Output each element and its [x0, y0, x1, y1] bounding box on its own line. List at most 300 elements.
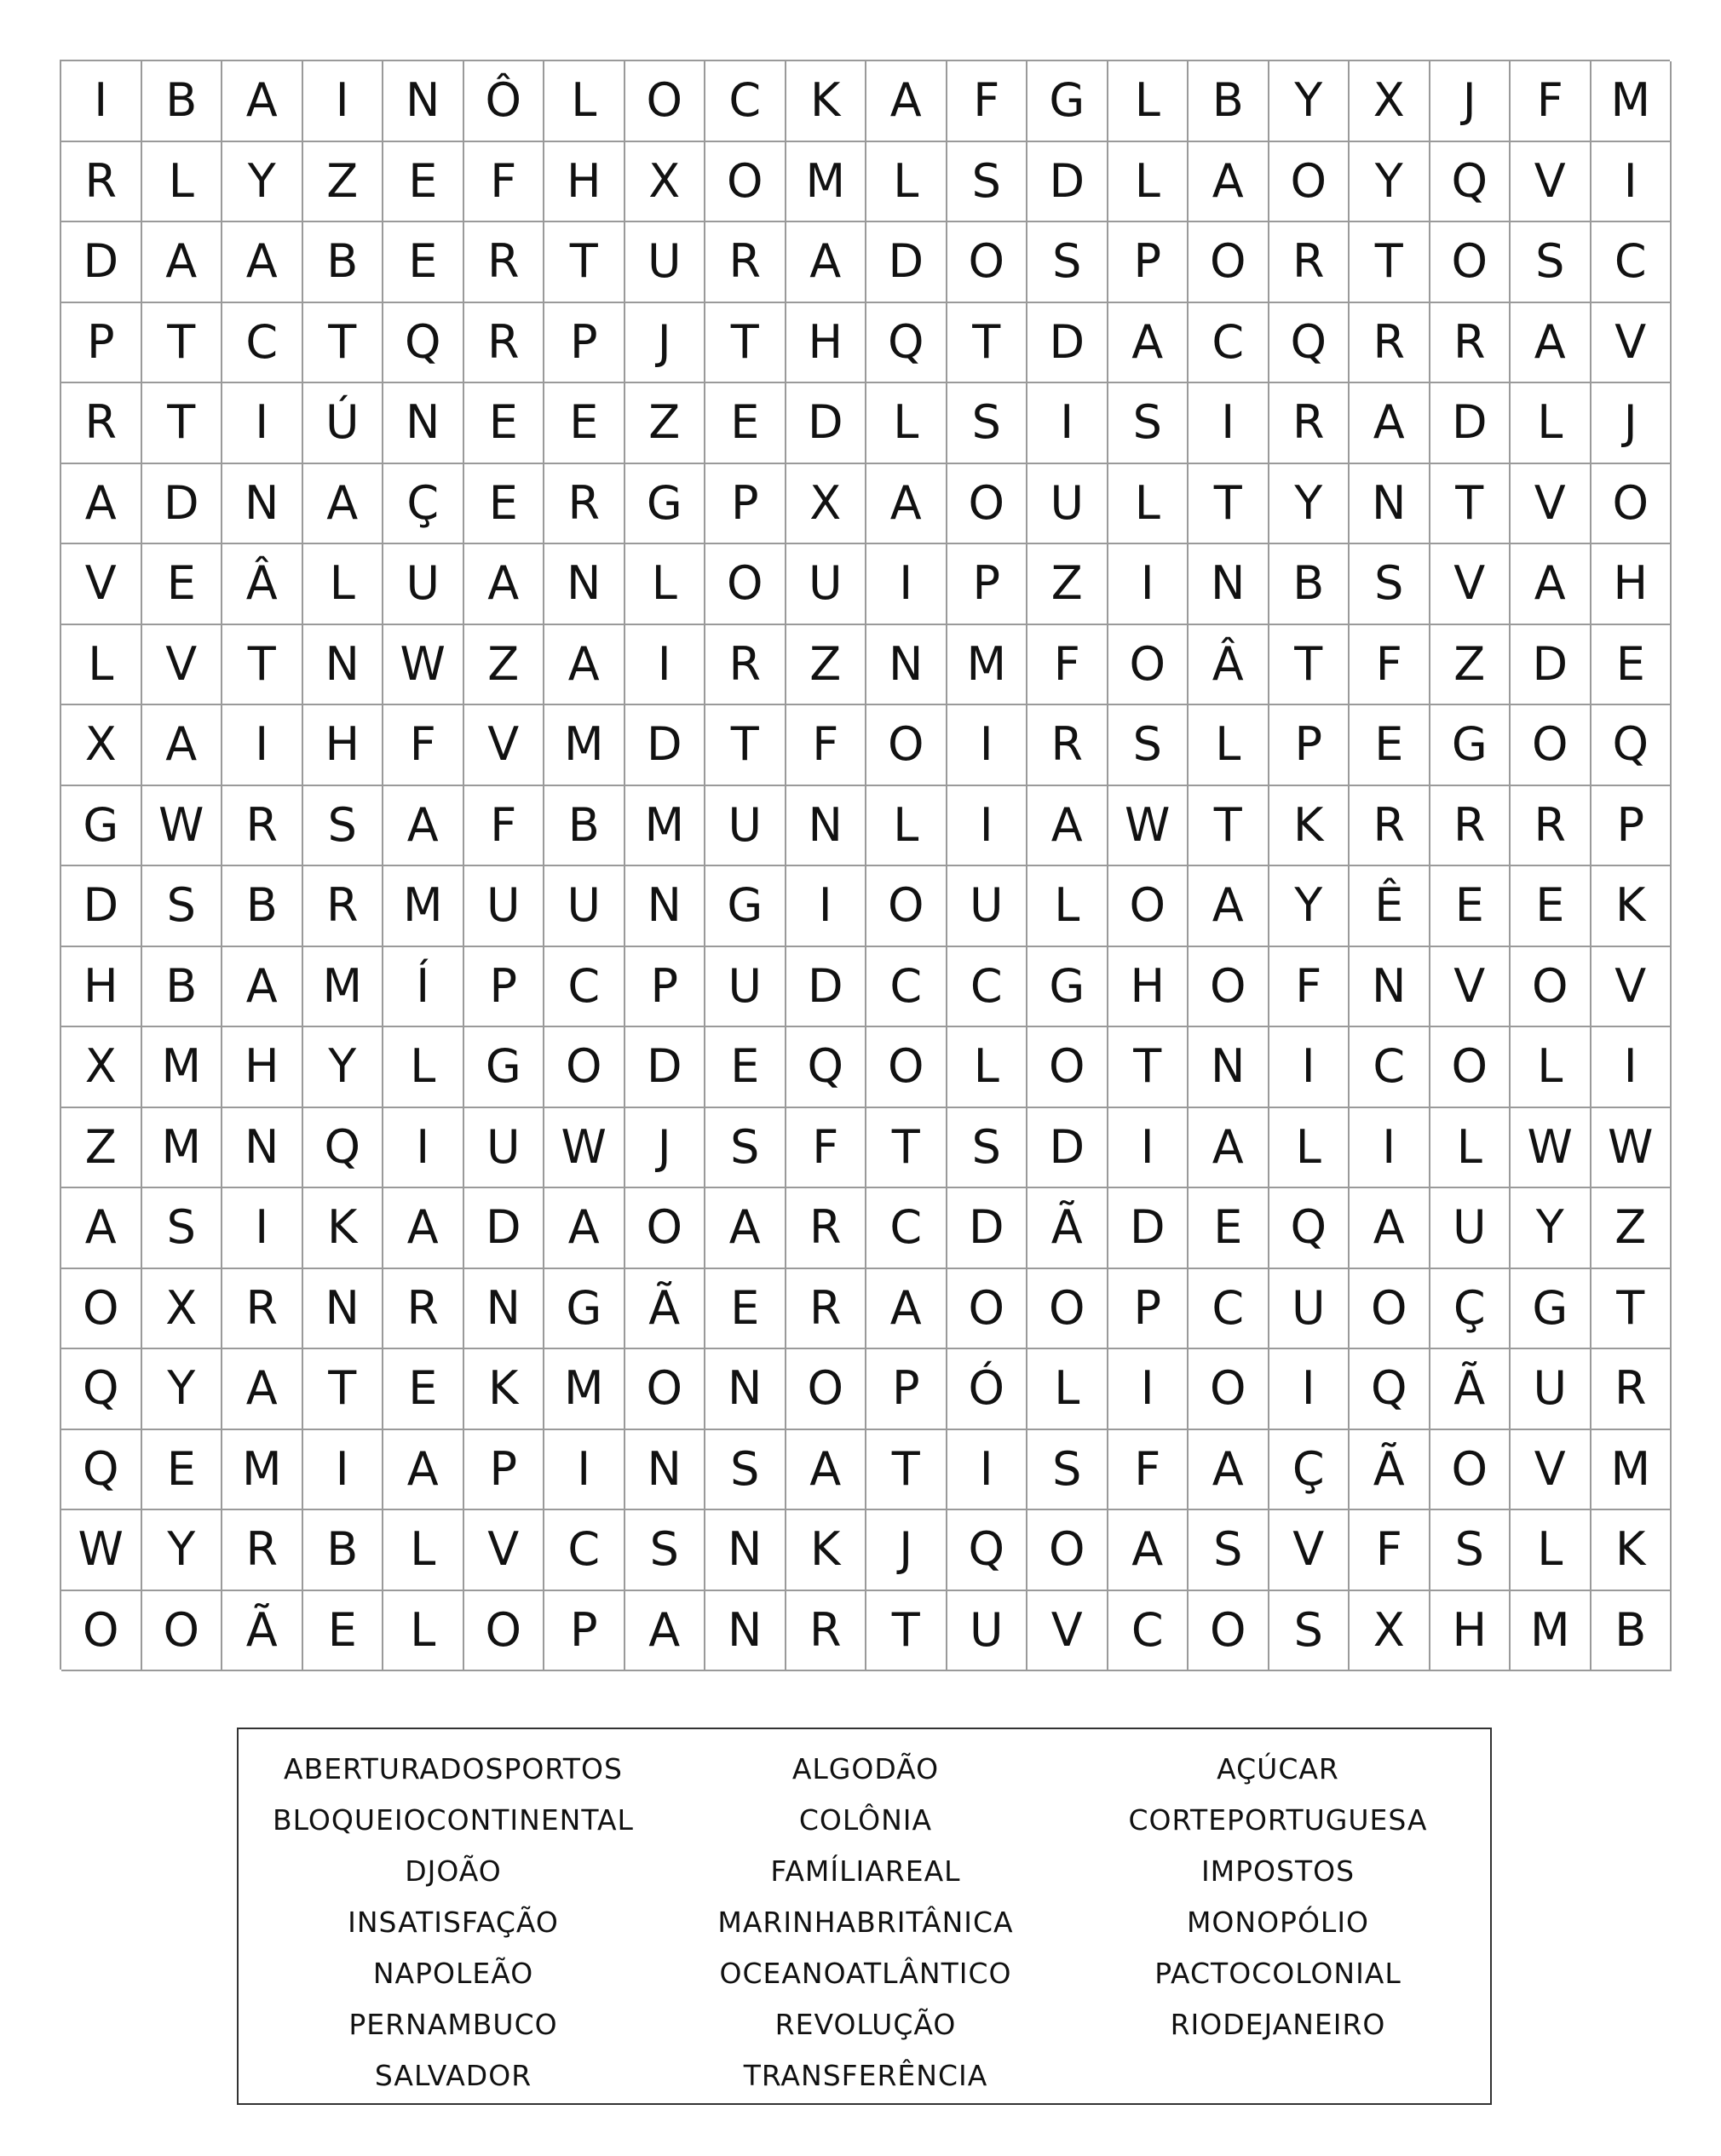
grid-cell[interactable]: W [1511, 1108, 1591, 1189]
grid-cell[interactable]: Z [1430, 625, 1511, 706]
grid-cell[interactable]: W [1591, 1108, 1672, 1189]
grid-cell[interactable]: S [303, 786, 384, 867]
grid-cell[interactable]: X [142, 1269, 223, 1350]
grid-cell[interactable]: E [1430, 866, 1511, 947]
grid-cell[interactable]: T [947, 303, 1028, 384]
grid-cell[interactable]: L [544, 61, 625, 142]
grid-cell[interactable]: O [1027, 1510, 1108, 1591]
grid-cell[interactable]: O [947, 222, 1028, 303]
grid-cell[interactable]: G [625, 464, 706, 545]
grid-cell[interactable]: U [464, 1108, 545, 1189]
grid-cell[interactable]: Y [142, 1349, 223, 1430]
grid-cell[interactable]: N [625, 866, 706, 947]
grid-cell[interactable]: A [1350, 1188, 1430, 1269]
grid-cell[interactable]: U [1430, 1188, 1511, 1269]
grid-cell[interactable]: M [544, 1349, 625, 1430]
grid-cell[interactable]: R [1350, 786, 1430, 867]
grid-cell[interactable]: D [1430, 383, 1511, 464]
grid-cell[interactable]: A [142, 705, 223, 786]
grid-cell[interactable]: P [1591, 786, 1672, 867]
grid-cell[interactable]: A [625, 1591, 706, 1672]
grid-cell[interactable]: A [705, 1188, 786, 1269]
grid-cell[interactable]: A [786, 1430, 867, 1511]
grid-cell[interactable]: O [1027, 1269, 1108, 1350]
grid-cell[interactable]: A [544, 1188, 625, 1269]
grid-cell[interactable]: K [786, 1510, 867, 1591]
grid-cell[interactable]: V [1511, 142, 1591, 223]
grid-cell[interactable]: Z [61, 1108, 142, 1189]
grid-cell[interactable]: I [1108, 1108, 1189, 1189]
grid-cell[interactable]: W [61, 1510, 142, 1591]
grid-cell[interactable]: V [1430, 544, 1511, 625]
grid-cell[interactable]: N [303, 625, 384, 706]
grid-cell[interactable]: A [1511, 303, 1591, 384]
grid-cell[interactable]: R [705, 625, 786, 706]
grid-cell[interactable]: R [544, 464, 625, 545]
grid-cell[interactable]: O [947, 1269, 1028, 1350]
grid-cell[interactable]: O [625, 1188, 706, 1269]
grid-cell[interactable]: L [303, 544, 384, 625]
grid-cell[interactable]: I [625, 625, 706, 706]
grid-cell[interactable]: N [544, 544, 625, 625]
grid-cell[interactable]: U [947, 1591, 1028, 1672]
grid-cell[interactable]: M [142, 1027, 223, 1108]
grid-cell[interactable]: A [1189, 866, 1269, 947]
grid-cell[interactable]: G [1430, 705, 1511, 786]
grid-cell[interactable]: Y [1511, 1188, 1591, 1269]
grid-cell[interactable]: L [1108, 142, 1189, 223]
grid-cell[interactable]: L [1511, 383, 1591, 464]
grid-cell[interactable]: K [1269, 786, 1350, 867]
grid-cell[interactable]: T [705, 303, 786, 384]
grid-cell[interactable]: E [303, 1591, 384, 1672]
grid-cell[interactable]: Ó [947, 1349, 1028, 1430]
grid-cell[interactable]: A [383, 786, 464, 867]
grid-cell[interactable]: D [866, 222, 947, 303]
grid-cell[interactable]: A [222, 947, 303, 1028]
grid-cell[interactable]: N [786, 786, 867, 867]
grid-cell[interactable]: N [383, 383, 464, 464]
grid-cell[interactable]: T [1189, 786, 1269, 867]
grid-cell[interactable]: Q [1591, 705, 1672, 786]
grid-cell[interactable]: H [1430, 1591, 1511, 1672]
grid-cell[interactable]: B [142, 61, 223, 142]
grid-cell[interactable]: A [1511, 544, 1591, 625]
grid-cell[interactable]: C [866, 947, 947, 1028]
grid-cell[interactable]: V [464, 1510, 545, 1591]
grid-cell[interactable]: R [61, 142, 142, 223]
grid-cell[interactable]: A [222, 61, 303, 142]
grid-cell[interactable]: T [544, 222, 625, 303]
grid-cell[interactable]: C [222, 303, 303, 384]
grid-cell[interactable]: I [544, 1430, 625, 1511]
grid-cell[interactable]: I [1108, 1349, 1189, 1430]
grid-cell[interactable]: I [222, 705, 303, 786]
grid-cell[interactable]: Ú [303, 383, 384, 464]
grid-cell[interactable]: I [947, 786, 1028, 867]
grid-cell[interactable]: L [383, 1027, 464, 1108]
grid-cell[interactable]: C [1189, 1269, 1269, 1350]
grid-cell[interactable]: T [303, 1349, 384, 1430]
grid-cell[interactable]: U [383, 544, 464, 625]
grid-cell[interactable]: T [303, 303, 384, 384]
grid-cell[interactable]: C [1350, 1027, 1430, 1108]
grid-cell[interactable]: H [544, 142, 625, 223]
grid-cell[interactable]: P [464, 947, 545, 1028]
grid-cell[interactable]: V [1511, 1430, 1591, 1511]
grid-cell[interactable]: N [705, 1591, 786, 1672]
grid-cell[interactable]: A [1108, 1510, 1189, 1591]
grid-cell[interactable]: I [222, 383, 303, 464]
grid-cell[interactable]: I [1591, 1027, 1672, 1108]
grid-cell[interactable]: H [1108, 947, 1189, 1028]
grid-cell[interactable]: F [786, 705, 867, 786]
grid-cell[interactable]: U [705, 786, 786, 867]
grid-cell[interactable]: L [1108, 61, 1189, 142]
grid-cell[interactable]: K [1591, 866, 1672, 947]
grid-cell[interactable]: P [544, 1591, 625, 1672]
grid-cell[interactable]: D [786, 947, 867, 1028]
grid-cell[interactable]: O [1430, 1027, 1511, 1108]
grid-cell[interactable]: A [61, 464, 142, 545]
grid-cell[interactable]: X [786, 464, 867, 545]
grid-cell[interactable]: A [1027, 786, 1108, 867]
grid-cell[interactable]: E [383, 1349, 464, 1430]
grid-cell[interactable]: V [1591, 303, 1672, 384]
grid-cell[interactable]: Q [1269, 1188, 1350, 1269]
grid-cell[interactable]: E [544, 383, 625, 464]
grid-cell[interactable]: B [303, 222, 384, 303]
grid-cell[interactable]: P [866, 1349, 947, 1430]
grid-cell[interactable]: N [705, 1349, 786, 1430]
grid-cell[interactable]: O [625, 1349, 706, 1430]
grid-cell[interactable]: M [222, 1430, 303, 1511]
grid-cell[interactable]: O [1511, 947, 1591, 1028]
grid-cell[interactable]: D [1027, 1108, 1108, 1189]
grid-cell[interactable]: Q [61, 1349, 142, 1430]
grid-cell[interactable]: D [142, 464, 223, 545]
grid-cell[interactable]: S [705, 1430, 786, 1511]
grid-cell[interactable]: U [544, 866, 625, 947]
grid-cell[interactable]: T [222, 625, 303, 706]
grid-cell[interactable]: E [142, 544, 223, 625]
grid-cell[interactable]: F [464, 142, 545, 223]
grid-cell[interactable]: O [1189, 1349, 1269, 1430]
grid-cell[interactable]: D [61, 866, 142, 947]
grid-cell[interactable]: M [142, 1108, 223, 1189]
grid-cell[interactable]: V [464, 705, 545, 786]
grid-cell[interactable]: R [303, 866, 384, 947]
grid-cell[interactable]: O [705, 544, 786, 625]
grid-cell[interactable]: O [142, 1591, 223, 1672]
grid-cell[interactable]: E [464, 383, 545, 464]
grid-cell[interactable]: X [61, 1027, 142, 1108]
grid-cell[interactable]: R [464, 303, 545, 384]
grid-cell[interactable]: L [625, 544, 706, 625]
grid-cell[interactable]: T [1269, 625, 1350, 706]
grid-cell[interactable]: V [1511, 464, 1591, 545]
grid-cell[interactable]: C [544, 1510, 625, 1591]
grid-cell[interactable]: L [383, 1510, 464, 1591]
grid-cell[interactable]: V [61, 544, 142, 625]
grid-cell[interactable]: R [1430, 303, 1511, 384]
grid-cell[interactable]: H [222, 1027, 303, 1108]
grid-cell[interactable]: G [1511, 1269, 1591, 1350]
grid-cell[interactable]: Z [1027, 544, 1108, 625]
grid-cell[interactable]: D [625, 705, 706, 786]
grid-cell[interactable]: D [61, 222, 142, 303]
grid-cell[interactable]: W [142, 786, 223, 867]
grid-cell[interactable]: N [222, 1108, 303, 1189]
grid-cell[interactable]: N [1350, 947, 1430, 1028]
grid-cell[interactable]: D [786, 383, 867, 464]
grid-cell[interactable]: O [1350, 1269, 1430, 1350]
grid-cell[interactable]: R [1027, 705, 1108, 786]
grid-cell[interactable]: X [1350, 1591, 1430, 1672]
grid-cell[interactable]: A [786, 222, 867, 303]
grid-cell[interactable]: R [1511, 786, 1591, 867]
grid-cell[interactable]: E [1591, 625, 1672, 706]
grid-cell[interactable]: M [947, 625, 1028, 706]
grid-cell[interactable]: E [1189, 1188, 1269, 1269]
grid-cell[interactable]: M [544, 705, 625, 786]
grid-cell[interactable]: S [1189, 1510, 1269, 1591]
grid-cell[interactable]: U [625, 222, 706, 303]
grid-cell[interactable]: O [705, 142, 786, 223]
grid-cell[interactable]: O [1269, 142, 1350, 223]
grid-cell[interactable]: Q [1430, 142, 1511, 223]
grid-cell[interactable]: V [1269, 1510, 1350, 1591]
grid-cell[interactable]: E [1350, 705, 1430, 786]
grid-cell[interactable]: L [947, 1027, 1028, 1108]
grid-cell[interactable]: A [1189, 142, 1269, 223]
grid-cell[interactable]: R [61, 383, 142, 464]
grid-cell[interactable]: C [1108, 1591, 1189, 1672]
grid-cell[interactable]: D [464, 1188, 545, 1269]
grid-cell[interactable]: O [1591, 464, 1672, 545]
grid-cell[interactable]: U [1269, 1269, 1350, 1350]
grid-cell[interactable]: C [1591, 222, 1672, 303]
grid-cell[interactable]: R [1430, 786, 1511, 867]
grid-cell[interactable]: Q [1350, 1349, 1430, 1430]
grid-cell[interactable]: K [786, 61, 867, 142]
grid-cell[interactable]: W [544, 1108, 625, 1189]
grid-cell[interactable]: O [1189, 1591, 1269, 1672]
grid-cell[interactable]: N [464, 1269, 545, 1350]
grid-cell[interactable]: A [61, 1188, 142, 1269]
grid-cell[interactable]: C [947, 947, 1028, 1028]
grid-cell[interactable]: O [1189, 947, 1269, 1028]
grid-cell[interactable]: F [947, 61, 1028, 142]
grid-cell[interactable]: S [142, 866, 223, 947]
grid-cell[interactable]: G [544, 1269, 625, 1350]
grid-cell[interactable]: I [383, 1108, 464, 1189]
grid-cell[interactable]: I [303, 1430, 384, 1511]
grid-cell[interactable]: F [1027, 625, 1108, 706]
grid-cell[interactable]: X [61, 705, 142, 786]
grid-cell[interactable]: L [1511, 1027, 1591, 1108]
grid-cell[interactable]: U [1027, 464, 1108, 545]
grid-cell[interactable]: F [786, 1108, 867, 1189]
grid-cell[interactable]: I [222, 1188, 303, 1269]
grid-cell[interactable]: Ô [464, 61, 545, 142]
grid-cell[interactable]: R [464, 222, 545, 303]
grid-cell[interactable]: M [625, 786, 706, 867]
grid-cell[interactable]: P [1108, 1269, 1189, 1350]
grid-cell[interactable]: G [1027, 61, 1108, 142]
grid-cell[interactable]: N [222, 464, 303, 545]
grid-cell[interactable]: L [1108, 464, 1189, 545]
grid-cell[interactable]: L [866, 383, 947, 464]
grid-cell[interactable]: I [866, 544, 947, 625]
grid-cell[interactable]: B [222, 866, 303, 947]
grid-cell[interactable]: Ã [625, 1269, 706, 1350]
grid-cell[interactable]: E [464, 464, 545, 545]
grid-cell[interactable]: V [1591, 947, 1672, 1028]
grid-cell[interactable]: M [303, 947, 384, 1028]
grid-cell[interactable]: I [1350, 1108, 1430, 1189]
grid-cell[interactable]: I [947, 1430, 1028, 1511]
grid-cell[interactable]: Z [464, 625, 545, 706]
grid-cell[interactable]: F [1350, 1510, 1430, 1591]
grid-cell[interactable]: T [142, 383, 223, 464]
grid-cell[interactable]: O [866, 1027, 947, 1108]
grid-cell[interactable]: T [866, 1108, 947, 1189]
grid-cell[interactable]: P [705, 464, 786, 545]
grid-cell[interactable]: J [625, 1108, 706, 1189]
grid-cell[interactable]: U [947, 866, 1028, 947]
grid-cell[interactable]: S [947, 383, 1028, 464]
grid-cell[interactable]: V [142, 625, 223, 706]
grid-cell[interactable]: F [464, 786, 545, 867]
grid-cell[interactable]: R [1350, 303, 1430, 384]
grid-cell[interactable]: S [947, 1108, 1028, 1189]
grid-cell[interactable]: M [1591, 1430, 1672, 1511]
grid-cell[interactable]: I [1027, 383, 1108, 464]
grid-cell[interactable]: R [222, 786, 303, 867]
grid-cell[interactable]: L [1269, 1108, 1350, 1189]
grid-cell[interactable]: Ã [1350, 1430, 1430, 1511]
grid-cell[interactable]: A [464, 544, 545, 625]
grid-cell[interactable]: J [866, 1510, 947, 1591]
grid-cell[interactable]: B [303, 1510, 384, 1591]
grid-cell[interactable]: O [544, 1027, 625, 1108]
grid-cell[interactable]: P [464, 1430, 545, 1511]
grid-cell[interactable]: N [1189, 1027, 1269, 1108]
grid-cell[interactable]: D [1027, 142, 1108, 223]
grid-cell[interactable]: L [61, 625, 142, 706]
grid-cell[interactable]: Q [383, 303, 464, 384]
grid-cell[interactable]: H [1591, 544, 1672, 625]
grid-cell[interactable]: J [1591, 383, 1672, 464]
grid-cell[interactable]: T [142, 303, 223, 384]
grid-cell[interactable]: S [1350, 544, 1430, 625]
grid-cell[interactable]: B [142, 947, 223, 1028]
grid-cell[interactable]: Z [786, 625, 867, 706]
grid-cell[interactable]: L [383, 1591, 464, 1672]
grid-cell[interactable]: E [705, 1027, 786, 1108]
grid-cell[interactable]: R [786, 1269, 867, 1350]
grid-cell[interactable]: S [705, 1108, 786, 1189]
grid-cell[interactable]: L [1511, 1510, 1591, 1591]
grid-cell[interactable]: F [383, 705, 464, 786]
grid-cell[interactable]: B [1189, 61, 1269, 142]
grid-cell[interactable]: O [786, 1349, 867, 1430]
grid-cell[interactable]: S [625, 1510, 706, 1591]
grid-cell[interactable]: I [947, 705, 1028, 786]
grid-cell[interactable]: D [947, 1188, 1028, 1269]
grid-cell[interactable]: O [1430, 1430, 1511, 1511]
grid-cell[interactable]: U [705, 947, 786, 1028]
grid-cell[interactable]: F [1511, 61, 1591, 142]
grid-cell[interactable]: R [383, 1269, 464, 1350]
grid-cell[interactable]: E [1511, 866, 1591, 947]
grid-cell[interactable]: I [1108, 544, 1189, 625]
grid-cell[interactable]: S [1027, 222, 1108, 303]
grid-cell[interactable]: B [1269, 544, 1350, 625]
grid-cell[interactable]: R [786, 1591, 867, 1672]
grid-cell[interactable]: A [383, 1188, 464, 1269]
grid-cell[interactable]: S [1430, 1510, 1511, 1591]
grid-cell[interactable]: R [222, 1510, 303, 1591]
grid-cell[interactable]: Â [222, 544, 303, 625]
grid-cell[interactable]: K [303, 1188, 384, 1269]
grid-cell[interactable]: K [1591, 1510, 1672, 1591]
grid-cell[interactable]: I [1269, 1027, 1350, 1108]
grid-cell[interactable]: D [1027, 303, 1108, 384]
grid-cell[interactable]: B [544, 786, 625, 867]
grid-cell[interactable]: N [866, 625, 947, 706]
grid-cell[interactable]: Q [866, 303, 947, 384]
grid-cell[interactable]: O [1027, 1027, 1108, 1108]
grid-cell[interactable]: Í [383, 947, 464, 1028]
grid-cell[interactable]: D [625, 1027, 706, 1108]
grid-cell[interactable]: W [1108, 786, 1189, 867]
grid-cell[interactable]: N [625, 1430, 706, 1511]
grid-cell[interactable]: A [866, 61, 947, 142]
grid-cell[interactable]: B [1591, 1591, 1672, 1672]
grid-cell[interactable]: I [1189, 383, 1269, 464]
grid-cell[interactable]: O [1108, 625, 1189, 706]
grid-cell[interactable]: S [947, 142, 1028, 223]
grid-cell[interactable]: O [947, 464, 1028, 545]
grid-cell[interactable]: S [1108, 383, 1189, 464]
grid-cell[interactable]: P [61, 303, 142, 384]
grid-cell[interactable]: S [1511, 222, 1591, 303]
grid-cell[interactable]: S [1108, 705, 1189, 786]
grid-cell[interactable]: U [464, 866, 545, 947]
grid-cell[interactable]: O [61, 1591, 142, 1672]
grid-cell[interactable]: J [625, 303, 706, 384]
grid-cell[interactable]: A [222, 222, 303, 303]
grid-cell[interactable]: V [1027, 1591, 1108, 1672]
grid-cell[interactable]: C [705, 61, 786, 142]
grid-cell[interactable]: E [705, 383, 786, 464]
grid-cell[interactable]: Ç [383, 464, 464, 545]
grid-cell[interactable]: S [142, 1188, 223, 1269]
grid-cell[interactable]: U [786, 544, 867, 625]
grid-cell[interactable]: F [1269, 947, 1350, 1028]
grid-cell[interactable]: L [1430, 1108, 1511, 1189]
grid-cell[interactable]: N [1189, 544, 1269, 625]
grid-cell[interactable]: K [464, 1349, 545, 1430]
grid-cell[interactable]: R [1269, 383, 1350, 464]
grid-cell[interactable]: G [705, 866, 786, 947]
grid-cell[interactable]: N [383, 61, 464, 142]
grid-cell[interactable]: P [1108, 222, 1189, 303]
grid-cell[interactable]: Y [1350, 142, 1430, 223]
grid-cell[interactable]: M [1511, 1591, 1591, 1672]
